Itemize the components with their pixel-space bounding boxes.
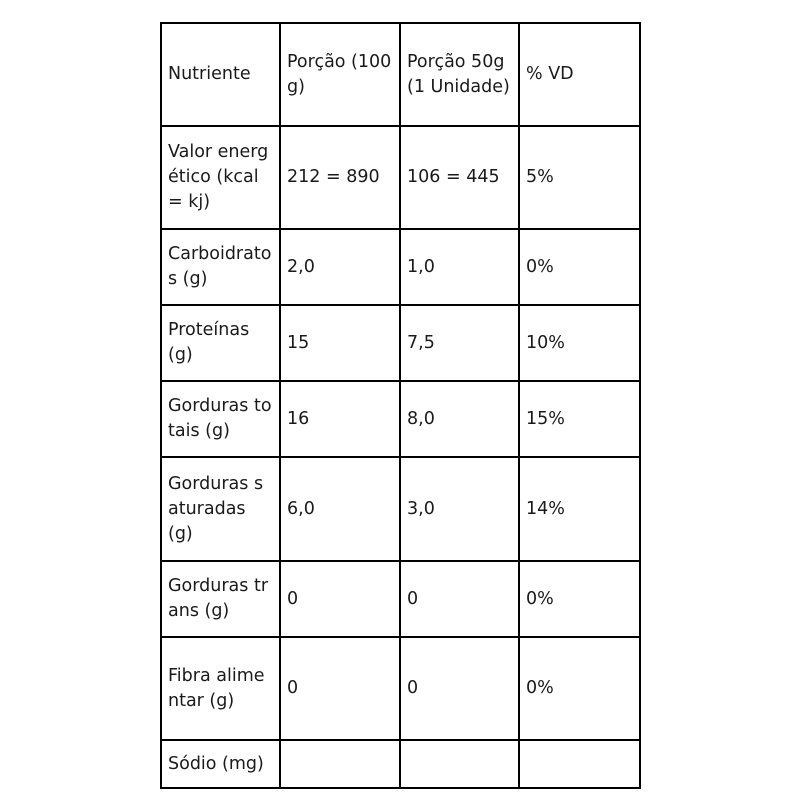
value-vd: 14% <box>519 457 640 561</box>
nutrient-name: Gorduras saturadas (g) <box>161 457 280 561</box>
value-50g: 106 = 445 <box>400 126 519 229</box>
table-row <box>161 381 640 457</box>
table-row <box>161 126 640 229</box>
nutrition-table <box>160 22 641 789</box>
value-100g: 0 <box>280 561 400 637</box>
value-100g: 16 <box>280 381 400 457</box>
table-row <box>161 457 640 561</box>
header-nutriente: Nutriente <box>161 23 280 126</box>
table-row <box>161 229 640 305</box>
value-100g: 212 = 890 <box>280 126 400 229</box>
nutrient-name: Fibra alimentar (g) <box>161 637 280 740</box>
table-row <box>161 561 640 637</box>
table-row <box>161 305 640 381</box>
header-porcao-50g: Porção 50g (1 Unidade) <box>400 23 519 126</box>
value-100g: 15 <box>280 305 400 381</box>
value-vd <box>519 740 640 788</box>
value-vd: 0% <box>519 637 640 740</box>
nutrient-name: Proteínas (g) <box>161 305 280 381</box>
nutrient-name: Sódio (mg) <box>161 740 280 788</box>
value-vd: 5% <box>519 126 640 229</box>
value-50g <box>400 740 519 788</box>
header-vd: % VD <box>519 23 640 126</box>
table-header-row <box>161 23 640 126</box>
value-50g: 1,0 <box>400 229 519 305</box>
value-50g: 0 <box>400 637 519 740</box>
value-100g <box>280 740 400 788</box>
nutrient-name: Gorduras totais (g) <box>161 381 280 457</box>
value-50g: 8,0 <box>400 381 519 457</box>
nutrient-name: Valor energético (kcal = kj) <box>161 126 280 229</box>
value-100g: 0 <box>280 637 400 740</box>
table-row <box>161 740 640 788</box>
value-vd: 10% <box>519 305 640 381</box>
value-50g: 3,0 <box>400 457 519 561</box>
table-row <box>161 637 640 740</box>
nutrient-name: Carboidratos (g) <box>161 229 280 305</box>
header-porcao-100g: Porção (100g) <box>280 23 400 126</box>
value-vd: 15% <box>519 381 640 457</box>
value-vd: 0% <box>519 229 640 305</box>
value-100g: 2,0 <box>280 229 400 305</box>
value-vd: 0% <box>519 561 640 637</box>
value-100g: 6,0 <box>280 457 400 561</box>
value-50g: 0 <box>400 561 519 637</box>
value-50g: 7,5 <box>400 305 519 381</box>
nutrient-name: Gorduras trans (g) <box>161 561 280 637</box>
